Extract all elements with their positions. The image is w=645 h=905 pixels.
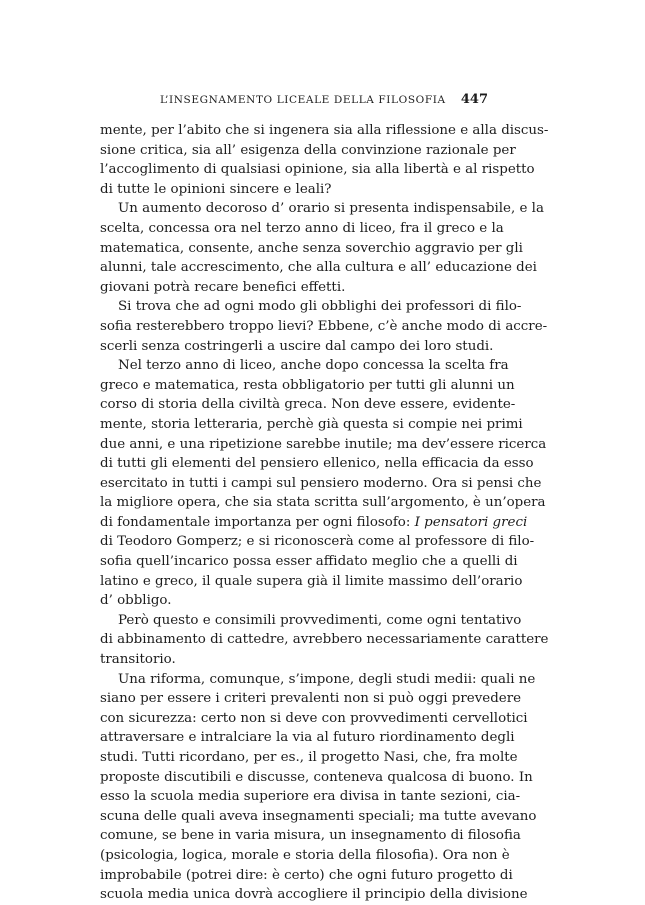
text-line: siano per essere i criteri prevalenti non si può oggi prevedere <box>100 691 522 707</box>
text-line: di tutte le opinioni sincere e leali? <box>100 181 332 197</box>
text-line: matematica, consente, anche senza soverchio aggravio per gli <box>100 240 523 256</box>
text-line: sione critica, sia all’ esigenza della convinzione razionale per <box>100 142 516 158</box>
text-line: scuola media unica dovrà accogliere il principio della divisione <box>100 887 528 903</box>
text-line: sofia resterebbero troppo lievi? Ebbene, c’è anche modo di accre- <box>100 318 548 334</box>
text-line: Si trova che ad ogni modo gli obblighi dei professori di filo- <box>118 299 522 315</box>
text-line: Un aumento decoroso d’ orario si presenta indispensabile, e la <box>118 201 544 217</box>
text-line: giovani potrà recare benefici effetti. <box>100 279 346 295</box>
text-line: la migliore opera, che sia stata scritta sull’argomento, è un’opera <box>100 495 546 511</box>
text-line: due anni, e una ripetizione sarebbe inutile; ma dev’essere ricerca <box>100 436 547 452</box>
page-header <box>100 92 488 110</box>
page-number: 447 <box>460 92 488 107</box>
text-line: d’ obbligo. <box>100 593 172 609</box>
text-line: Una riforma, comunque, s’impone, degli studi medii: quali ne <box>118 671 536 687</box>
body-text <box>100 121 549 905</box>
text-line: scerli senza costringerli a uscire dal campo dei loro studi. <box>100 338 494 354</box>
text-line: Però questo e consimili provvedimenti, come ogni tentativo <box>118 612 522 628</box>
text-line: transitorio. <box>100 652 176 668</box>
text-line: improbabile (potrei dire: è certo) che ogni futuro progetto di <box>100 867 513 883</box>
text-line: scelta, concessa ora nel terzo anno di liceo, fra il greco e la <box>100 220 504 236</box>
text-line: alunni, tale accrescimento, che alla cultura e all’ educazione dei <box>100 260 537 276</box>
text-line: sofia quell’incarico possa esser affidato meglio che a quelli di <box>100 554 518 570</box>
text-line-fragment: di fondamentale importanza per ogni filosofo: <box>100 514 411 530</box>
text-line: latino e greco, il quale supera già il limite massimo dell’orario <box>100 573 523 589</box>
text-line: mente, storia letteraria, perchè già questa si compie nei primi <box>100 416 523 432</box>
text-line: attraversare e intralciare la via al futuro riordinamento degli <box>100 730 515 746</box>
running-title: L’INSEGNAMENTO LICEALE DELLA FILOSOFIA <box>160 94 446 106</box>
text-line: esso la scuola media superiore era divisa in tante sezioni, cia- <box>100 789 521 805</box>
book-title: I pensatori greci <box>414 514 528 530</box>
text-line: Nel terzo anno di liceo, anche dopo concessa la scelta fra <box>118 358 509 374</box>
text-line: di abbinamento di cattedre, avrebbero necessariamente carattere <box>100 632 549 648</box>
text-line: corso di storia della civiltà greca. Non deve essere, evidente- <box>100 397 516 413</box>
text-line: proposte discutibili e discusse, conteneva qualcosa di buono. In <box>100 769 533 785</box>
text-line: esercitato in tutti i campi sul pensiero moderno. Ora si pensi che <box>100 475 542 491</box>
text-line: di tutti gli elementi del pensiero ellenico, nella efficacia da esso <box>100 456 534 472</box>
text-line-with-title <box>100 513 528 533</box>
text-line: greco e matematica, resta obbligatorio per tutti gli alunni un <box>100 377 515 393</box>
text-line: scuna delle quali aveva insegnamenti speciali; ma tutte avevano <box>100 808 537 824</box>
text-line: (psicologia, logica, morale e storia della filosofia). Ora non è <box>100 847 510 863</box>
text-line: l’accoglimento di qualsiasi opinione, sia alla libertà e al rispetto <box>100 162 535 178</box>
text-line: con sicurezza: certo non si deve con provvedimenti cervellotici <box>100 710 528 726</box>
text-line: comune, se bene in varia misura, un insegnamento di filosofia <box>100 828 521 844</box>
text-line: studi. Tutti ricordano, per es., il progetto Nasi, che, fra molte <box>100 750 518 765</box>
text-line: mente, per l’abito che si ingenera sia alla riflessione e alla discus- <box>100 123 549 138</box>
text-line: di Teodoro Gomperz; e si riconoscerà come al professore di filo- <box>100 534 535 550</box>
